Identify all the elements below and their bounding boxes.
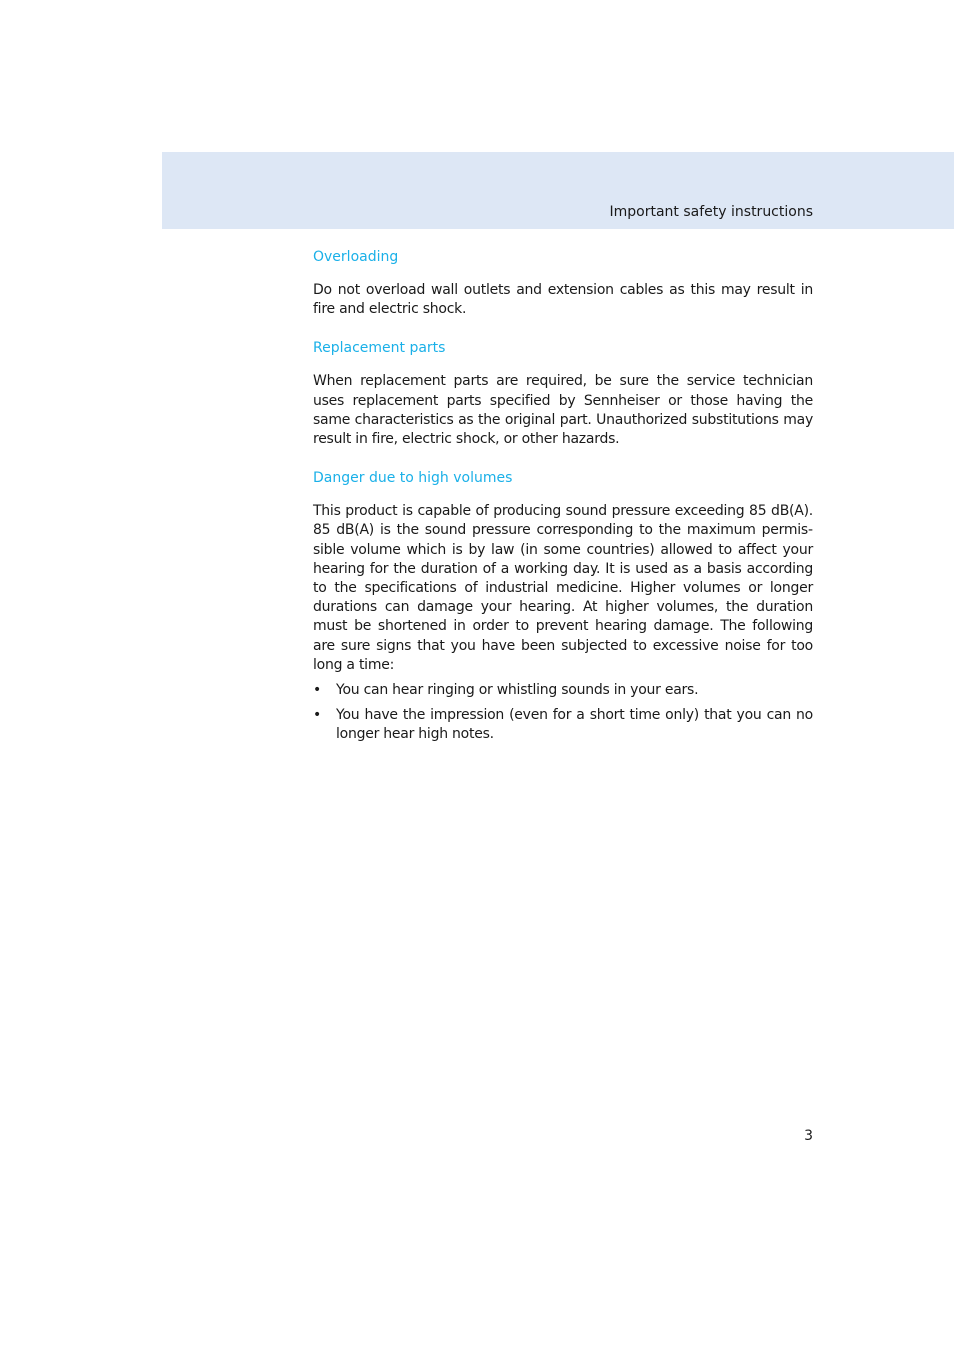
section-body: When replacement parts are required, be sure the service technician uses replacement parts specified by Sennheiser or those having the same characteristics as the original part. Unauthorized substitutions may result in fire, electric shock, or other hazards. [313,373,813,448]
section-body: Do not overload wall outlets and extension cables as this may result in fire and electric shock. [313,282,813,318]
main-content [313,248,813,751]
section-heading: Replacement parts [313,340,446,357]
section-heading: Overloading [313,249,399,265]
section-danger-high-volumes [313,469,813,744]
section-heading: Danger due to high volumes [313,470,513,487]
section-replacement-parts [313,339,813,449]
bullet-list [313,681,813,745]
list-item-text: You can hear ringing or whistling sounds in your ears. [336,682,699,699]
bullet-icon: • [313,682,322,699]
section-overloading [313,248,813,319]
section-body: This product is capable of producing sound pressure exceeding 85 dB(A). 85 dB(A) is the sound pressure corresponding to the maximum permissible volume which is by law (in some countries) allowed to affect your hearing for the duration of a working day. It is used as a basis according to the specifications of industrial medicine. Higher volumes or longer durations can damage your hearing. At higher volumes, the duration must be shortened in order to prevent hearing damage. The following are sure signs that you have been subjected to excessive noise for too long a time: [313,503,813,673]
list-item-text: You have the impression (even for a short time only) that you can no longer hear high notes. [336,707,813,743]
list-item [313,706,813,744]
page-number: 3 [804,1128,813,1144]
list-item [313,681,813,700]
header-band [162,152,954,229]
bullet-icon: • [313,707,322,724]
running-header-title: Important safety instructions [609,204,813,220]
